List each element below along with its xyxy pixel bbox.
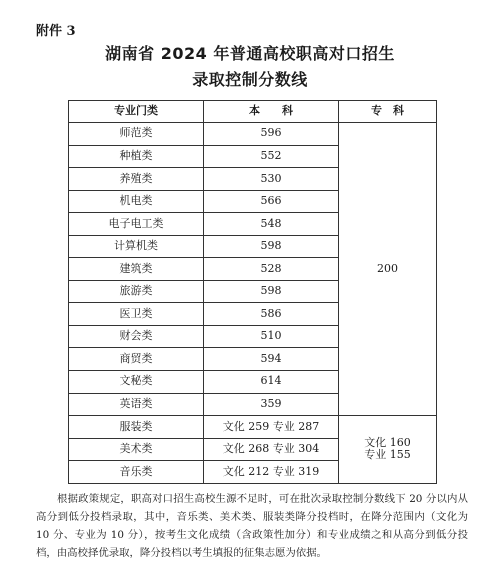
specialty-cell-group1: 200 [339,123,437,416]
undergrad-cell: 586 [204,303,339,326]
category-cell: 旅游类 [69,280,204,303]
category-cell: 医卫类 [69,303,204,326]
undergrad-cell: 598 [204,280,339,303]
table-row [69,123,437,146]
category-cell: 机电类 [69,190,204,213]
undergrad-cell: 548 [204,213,339,236]
category-cell: 音乐类 [69,461,204,484]
category-cell: 文秘类 [69,371,204,394]
undergrad-cell: 528 [204,258,339,281]
document-subtitle: 录取控制分数线 [192,70,308,89]
undergrad-cell: 文化 212 专业 319 [204,461,339,484]
category-cell: 养殖类 [69,168,204,191]
category-cell: 英语类 [69,393,204,416]
undergrad-cell: 530 [204,168,339,191]
document-title: 湖南省 2024 年普通高校职高对口招生 [105,44,395,63]
category-cell: 计算机类 [69,235,204,258]
category-cell: 建筑类 [69,258,204,281]
specialty-cell-group2 [339,416,437,484]
category-cell: 服装类 [69,416,204,439]
undergrad-cell: 566 [204,190,339,213]
header-undergrad: 本 科 [204,101,339,123]
policy-note: 根据政策规定，职高对口招生高校生源不足时，可在批次录取控制分数线下 20 分以内从高分到低分投档录取，其中，音乐类、美术类、服装类降分投档时，在降分范围内（文化为 10 分、专业为 10 分），按考生文化成绩（含政策性加分）和专业成绩之和从高分到低分投档，由高校择优录取，降分投档以考生填报的征集志愿为依据。 [36,493,468,559]
table-header-row [69,101,437,123]
category-cell: 商贸类 [69,348,204,371]
undergrad-cell: 359 [204,393,339,416]
specialty-culture-score: 文化 160 [364,435,411,449]
category-cell: 电子电工类 [69,213,204,236]
header-specialty: 专 科 [339,101,437,123]
undergrad-cell: 598 [204,235,339,258]
category-cell: 师范类 [69,123,204,146]
category-cell: 种植类 [69,145,204,168]
undergrad-cell: 594 [204,348,339,371]
category-cell: 美术类 [69,438,204,461]
specialty-major-score: 专业 155 [364,448,411,462]
undergrad-cell: 文化 268 专业 304 [204,438,339,461]
undergrad-cell: 510 [204,325,339,348]
undergrad-cell: 文化 259 专业 287 [204,416,339,439]
score-table [68,100,437,484]
header-category: 专业门类 [69,101,204,123]
attachment-label: 附件 3 [36,24,76,39]
undergrad-cell: 614 [204,371,339,394]
category-cell: 财会类 [69,325,204,348]
undergrad-cell: 552 [204,145,339,168]
table-row [69,416,437,439]
undergrad-cell: 596 [204,123,339,146]
